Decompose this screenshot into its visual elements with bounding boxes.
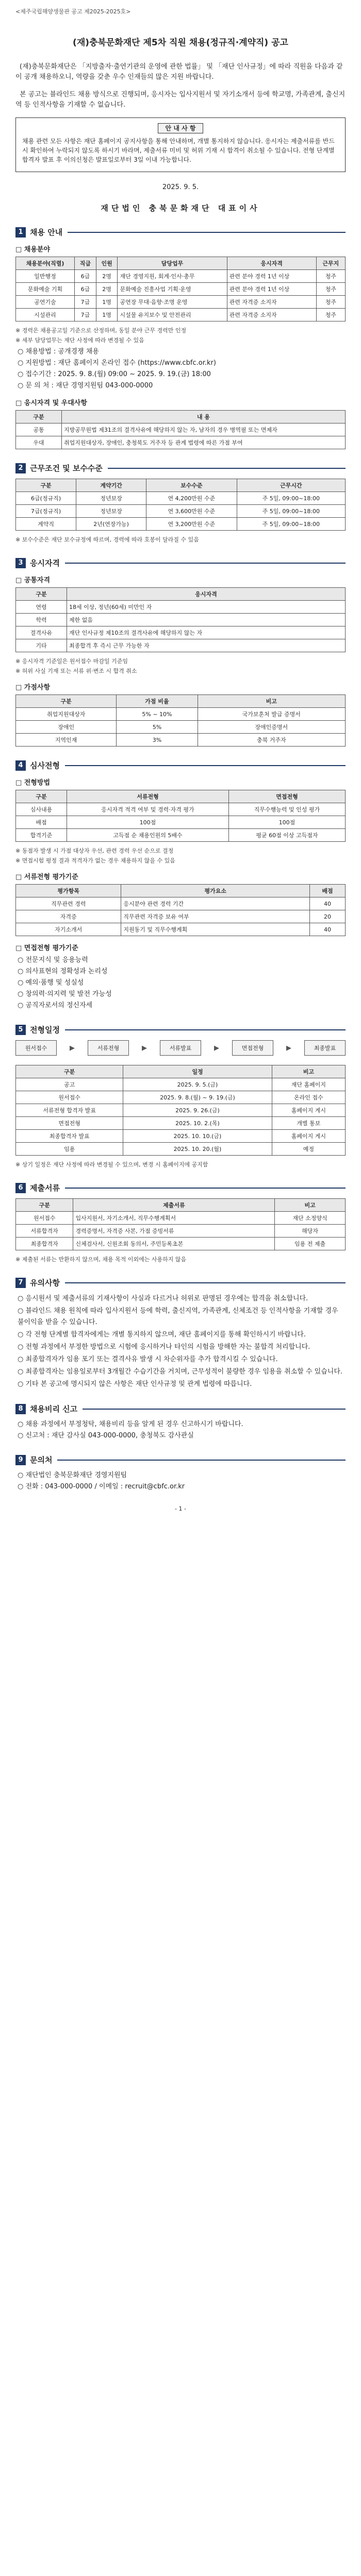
section-number: 4 (15, 760, 26, 771)
list-item: ○ 의사표현의 정확성과 논리성 (18, 968, 108, 975)
flow-step: 서류발표 (160, 1040, 201, 1056)
table-header: 비고 (275, 1199, 346, 1212)
section-title: 응시자격 (30, 558, 60, 568)
table-row: 일반행정 6급 2명 재단 경영지원, 회계·인사·총무 관련 분야 경력 1년 이상 청주 (16, 270, 346, 283)
section-number: 9 (15, 1455, 26, 1465)
table-header: 배점 (310, 885, 346, 897)
contact-list (15, 1470, 346, 1492)
section-heading (15, 557, 346, 568)
flow-step: 서류전형 (88, 1040, 129, 1056)
table-row: 문화예술 기획 6급 2명 문화예술 진흥사업 기획·운영 관련 분야 경력 1년 이상 청주 (16, 283, 346, 296)
section-number: 7 (15, 1278, 26, 1288)
work-conditions-table (15, 479, 346, 531)
section-heading (15, 1454, 346, 1465)
table-row: 합격기준 고득점 순 채용인원의 5배수 평균 60점 이상 고득점자 (16, 829, 346, 842)
list-item: ○ 채용 과정에서 부정청탁, 채용비리 등을 알게 된 경우 신고하시기 바랍니다. (18, 1420, 243, 1428)
table-row: 직무관련 경력 응시분야 관련 경력 기간 40 (16, 897, 346, 910)
section-heading (15, 1024, 346, 1035)
section-title: 문의처 (30, 1455, 53, 1465)
table-header: 직급 (75, 257, 96, 270)
report-list (15, 1419, 346, 1441)
section-heading (15, 227, 346, 238)
info-list (15, 347, 346, 391)
list-item: ○ 기타 본 공고에 명시되지 않은 사항은 재단 인사규정 및 관계 법령에 따릅니다. (18, 1380, 252, 1388)
table-header: 근무지 (316, 257, 345, 270)
list-item: ○ 최종합격자는 임용일로부터 3개월간 수습기간을 거치며, 근무성적이 불량한 경우 임용을 취소할 수 있습니다. (18, 1368, 343, 1376)
table-row: 결격사유 재단 인사규정 제10조의 결격사유에 해당하지 않는 자 (16, 626, 346, 639)
table-row: 배점 100점 100점 (16, 816, 346, 829)
section-title: 제출서류 (30, 1183, 60, 1193)
screening-method-table (15, 790, 346, 842)
notice-heading: 안 내 사 항 (158, 123, 204, 133)
table-row: 원서접수 입사지원서, 자기소개서, 직무수행계획서 재단 소정양식 (16, 1212, 346, 1225)
table-row: 공연기술 7급 1명 공연장 무대·음향·조명 운영 관련 자격증 소지자 청주 (16, 296, 346, 309)
note: ※ 보수수준은 재단 보수규정에 따르며, 경력에 따라 호봉이 달라질 수 있음 (15, 536, 199, 543)
table-row: 서류합격자 경력증명서, 자격증 사본, 가점 증빙서류 해당자 (16, 1225, 346, 1238)
table-row: 지역인재 3% 충북 거주자 (16, 734, 346, 747)
caution-list (15, 1293, 346, 1390)
table-header: 구분 (16, 479, 76, 492)
section-title: 심사전형 (30, 761, 60, 770)
qualification-table (15, 410, 346, 449)
section-heading (15, 1403, 346, 1414)
table-header: 서류전형 (67, 790, 229, 803)
table-row: 연령 18세 이상, 정년(60세) 미만인 자 (16, 601, 346, 614)
section-title: 전형일정 (30, 1025, 60, 1035)
note: ※ 허위 사실 기재 또는 서류 위·변조 시 합격 취소 (15, 668, 137, 674)
list-item: ○ 응시원서 및 제출서류의 기재사항이 사실과 다르거나 허위로 판명된 경우에는 합격을 취소합니다. (18, 1295, 308, 1302)
table-header: 구분 (16, 588, 67, 601)
section-title: 유의사항 (30, 1278, 60, 1287)
table-row: 최종합격자 발표 2025. 10. 10.(금) 홈페이지 게시 (16, 1130, 346, 1143)
list-item: ○ 접수기간 : 2025. 9. 8.(월) 09:00 ~ 2025. 9. 19.(금) 18:00 (18, 370, 211, 378)
list-item: ○ 신고처 : 재단 감사실 043-000-0000, 충청북도 감사관실 (18, 1432, 194, 1439)
list-item: ○ 예의·품행 및 성실성 (18, 979, 84, 987)
intro-paragraph: 본 공고는 블라인드 채용 방식으로 진행되며, 응시자는 입사지원서 및 자기소개서 등에 학교명, 가족관계, 출신지역 등 인적사항을 기재할 수 없습니다. (15, 91, 346, 109)
table-row: 기타 최종합격 후 즉시 근무 가능한 자 (16, 639, 346, 652)
note: ※ 상기 일정은 재단 사정에 따라 변경될 수 있으며, 변경 시 홈페이지에 공지함 (15, 1161, 208, 1168)
subsection-title: □ 채용분야 (15, 246, 51, 253)
recruit-field-table (15, 257, 346, 321)
table-row: 우대 취업지원대상자, 장애인, 충청북도 거주자 등 관계 법령에 따른 가점 부여 (16, 436, 346, 449)
table-row: 취업지원대상자 5% ~ 10% 국가보훈처 발급 증명서 (16, 708, 346, 721)
subsection-title: □ 서류전형 평가기준 (15, 873, 78, 881)
table-header: 일정 (123, 1065, 272, 1078)
table-header: 제출서류 (73, 1199, 275, 1212)
note: ※ 제출된 서류는 반환하지 않으며, 채용 목적 이외에는 사용하지 않음 (15, 1256, 187, 1263)
table-row: 공고 2025. 9. 5.(금) 재단 홈페이지 (16, 1078, 346, 1091)
flow-step: 면접전형 (232, 1040, 273, 1056)
section-title: 채용 안내 (30, 228, 63, 237)
subsection-title: □ 전형방법 (15, 779, 51, 787)
table-header: 계약기간 (76, 479, 146, 492)
table-header: 근무시간 (237, 479, 345, 492)
section-number: 1 (15, 227, 26, 238)
table-header: 평가항목 (16, 885, 121, 897)
table-header: 구분 (16, 411, 62, 423)
table-header: 인원 (96, 257, 118, 270)
list-item: ○ 지원방법 : 재단 홈페이지 온라인 접수 (https://www.cbfc.or.kr) (18, 359, 216, 367)
list-item: ○ 전화 : 043-000-0000 / 이메일 : recruit@cbfc.or.kr (18, 1483, 185, 1490)
note: ※ 응시자격 기준일은 원서접수 마감일 기준임 (15, 658, 128, 665)
table-header: 비고 (198, 695, 345, 708)
table-header: 가점 비율 (117, 695, 198, 708)
list-item: ○ 블라인드 채용 원칙에 따라 입사지원서 등에 학력, 출신지역, 가족관계, 신체조건 등 인적사항을 기재할 경우 불이익을 받을 수 있습니다. (18, 1307, 338, 1326)
table-header: 면접전형 (228, 790, 345, 803)
table-header: 보수수준 (146, 479, 237, 492)
table-header: 비고 (272, 1065, 345, 1078)
interview-criteria-list (15, 955, 346, 1011)
section-heading (15, 463, 346, 473)
table-row: 시설관리 7급 1명 시설물 유지보수 및 안전관리 관련 자격증 소지자 청주 (16, 309, 346, 321)
table-row: 6급(정규직) 정년보장 연 4,200만원 수준 주 5일, 09:00~18:00 (16, 492, 346, 505)
table-row: 학력 제한 없음 (16, 614, 346, 626)
table-row: 공통 지방공무원법 제31조의 결격사유에 해당하지 않는 자, 남자의 경우 병역필 또는 면제자 (16, 423, 346, 436)
list-item: ○ 공직자로서의 정신자세 (18, 1002, 93, 1009)
table-row: 자격증 직무관련 자격증 보유 여부 20 (16, 910, 346, 923)
subsection-title: □ 공통자격 (15, 577, 51, 584)
section-number: 8 (15, 1404, 26, 1414)
table-row: 자기소개서 지원동기 및 직무수행계획 40 (16, 923, 346, 936)
subsection-title: □ 응시자격 및 우대사항 (15, 399, 87, 407)
section-number: 5 (15, 1025, 26, 1035)
list-item: ○ 창의력·의지력 및 발전 가능성 (18, 990, 112, 998)
table-row: 면접전형 2025. 10. 2.(목) 개별 통보 (16, 1117, 346, 1130)
section-title: 근무조건 및 보수수준 (30, 464, 103, 473)
list-item: ○ 최종합격자가 임용 포기 또는 결격사유 발생 시 차순위자를 추가 합격시킬 수 있습니다. (18, 1355, 278, 1363)
table-row: 원서접수 2025. 9. 8.(월) ~ 9. 19.(금) 온라인 접수 (16, 1091, 346, 1104)
page-number: - 1 - (175, 1505, 186, 1512)
table-row: 장애인 5% 장애인증명서 (16, 721, 346, 734)
section-heading (15, 760, 346, 771)
table-header: 응시자격 (227, 257, 316, 270)
flow-step: 원서접수 (15, 1040, 57, 1056)
arrow-right-icon: ▶ (286, 1044, 291, 1052)
table-row: 서류전형 합격자 발표 2025. 9. 26.(금) 홈페이지 게시 (16, 1104, 346, 1117)
section-heading (15, 1182, 346, 1193)
section-number: 2 (15, 463, 26, 473)
note: ※ 동점자 발생 시 가점 대상자 우선, 관련 경력 우선 순으로 결정 (15, 848, 174, 854)
arrow-right-icon: ▶ (142, 1044, 147, 1052)
eligibility-table (15, 587, 346, 652)
page-title: (재)충북문화재단 제5차 직원 채용(정규직·계약직) 공고 (73, 38, 288, 48)
section-heading (15, 1277, 346, 1288)
subsection-title: □ 가점사항 (15, 684, 51, 691)
list-item: ○ 전문지식 및 응용능력 (18, 956, 88, 964)
announcement-date: 2025. 9. 5. (162, 183, 199, 191)
note: ※ 경력은 채용공고일 기준으로 산정하며, 동일 분야 근무 경력만 인정 (15, 327, 187, 334)
document-criteria-table (15, 884, 346, 936)
list-item: ○ 채용방법 : 공개경쟁 채용 (18, 348, 99, 355)
list-item: ○ 재단법인 충북문화재단 경영지원팀 (18, 1471, 127, 1479)
table-header: 응시자격 (67, 588, 346, 601)
section-number: 6 (15, 1183, 26, 1193)
intro-paragraph: (재)충북문화재단은 「지방출자·출연기관의 운영에 관한 법률」 및 「재단 인사규정」에 따라 직원을 다음과 같이 공개 채용하오니, 역량을 갖춘 우수 인재들의 많은 지원 바랍니다. (15, 63, 343, 81)
documents-table (15, 1198, 346, 1250)
table-row: 7급(정규직) 정년보장 연 3,600만원 수준 주 5일, 09:00~18:00 (16, 505, 346, 518)
schedule-flow (15, 1040, 346, 1056)
arrow-right-icon: ▶ (214, 1044, 219, 1052)
note: ※ 세부 담당업무는 재단 사정에 따라 변경될 수 있음 (15, 337, 144, 344)
notice-body: 채용 관련 모든 사항은 재단 홈페이지 공지사항을 통해 안내하며, 개별 통지하지 않습니다. 응시자는 제출서류를 반드시 확인하여 누락되지 않도록 하시기 바라며, 제출서류 미비 및 허위 기재 시 합격이 취소될 수 있습니다. 전형 단계별 합격자 발표 후 이의신청은 발표일로부터 3일 이내 가능합니다. (22, 138, 335, 163)
table-row: 계약직 2년(연장가능) 연 3,200만원 수준 주 5일, 09:00~18:00 (16, 518, 346, 531)
table-header: 구분 (16, 790, 67, 803)
table-header: 구분 (16, 695, 117, 708)
table-header: 담당업무 (118, 257, 227, 270)
list-item: ○ 문 의 처 : 재단 경영지원팀 043-000-0000 (18, 382, 153, 389)
table-header: 구분 (16, 1065, 123, 1078)
table-row: 심사내용 응시자격 적격 여부 및 경력·자격 평가 직무수행능력 및 인성 평가 (16, 803, 346, 816)
note: ※ 면접시험 평정 결과 적격자가 없는 경우 채용하지 않을 수 있음 (15, 857, 175, 864)
table-header: 구분 (16, 1199, 73, 1212)
bonus-points-table (15, 694, 346, 747)
table-header: 평가요소 (121, 885, 310, 897)
flow-step: 최종발표 (304, 1040, 346, 1056)
table-header: 채용분야(직렬) (16, 257, 75, 270)
section-title: 채용비리 신고 (30, 1404, 78, 1414)
table-header: 내 용 (62, 411, 346, 423)
subsection-title: □ 면접전형 평가기준 (15, 944, 78, 952)
section-number: 3 (15, 558, 26, 568)
signature: 재단법인 충북문화재단 대표이사 (101, 204, 260, 213)
top-note: <제주국립해양생물관 공고 제2025-2025호> (15, 8, 131, 15)
table-row: 임용 2025. 10. 20.(월) 예정 (16, 1143, 346, 1156)
schedule-table (15, 1065, 346, 1156)
arrow-right-icon: ▶ (70, 1044, 75, 1052)
table-row: 최종합격자 신체검사서, 신원조회 동의서, 주민등록초본 임용 전 제출 (16, 1238, 346, 1250)
document-page (15, 0, 346, 1512)
list-item: ○ 전형 과정에서 부정한 방법으로 시험에 응시하거나 타인의 시험을 방해한 자는 불합격 처리합니다. (18, 1343, 310, 1351)
list-item: ○ 각 전형 단계별 합격자에게는 개별 통지하지 않으며, 재단 홈페이지를 통해 확인하시기 바랍니다. (18, 1331, 306, 1338)
notice-box (15, 117, 346, 172)
